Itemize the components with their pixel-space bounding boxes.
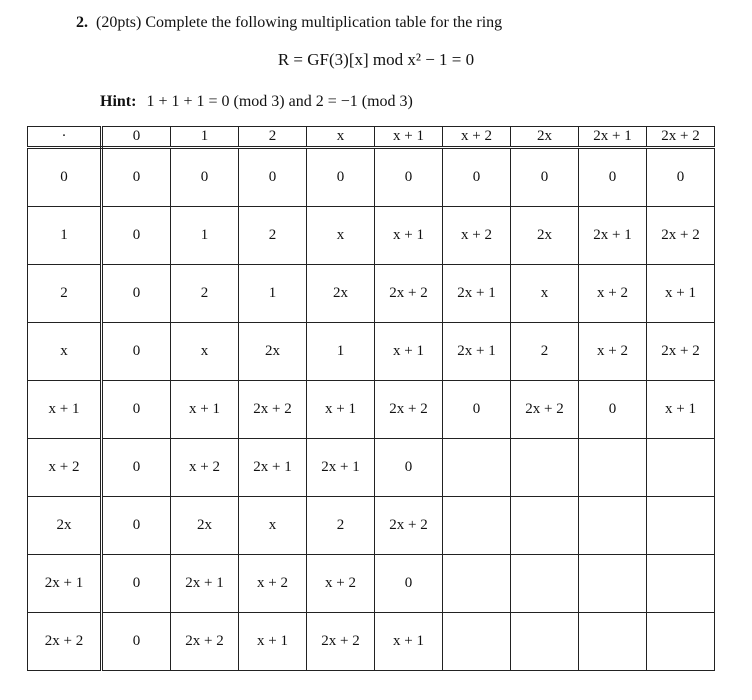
table-row [28,555,715,613]
table-cell-empty [647,439,715,497]
row-header: x + 1 [28,381,102,439]
table-cell-empty [647,555,715,613]
table-row [28,381,715,439]
table-row [28,323,715,381]
table-cell: x + 2 [579,323,647,381]
table-cell: x + 1 [375,207,443,265]
column-header: 2 [239,127,307,148]
hint-text: 1 + 1 + 1 = 0 (mod 3) and 2 = −1 (mod 3) [146,93,413,110]
table-row [28,439,715,497]
table-cell-empty [579,439,647,497]
column-header: 2x [511,127,579,148]
table-cell: x + 2 [239,555,307,613]
table-cell: 1 [307,323,375,381]
table-cell: 0 [171,148,239,207]
problem-text: (20pts) Complete the following multiplication table for the ring [96,14,503,31]
table-cell: x [239,497,307,555]
table-cell: x + 1 [647,265,715,323]
table-cell: 0 [375,148,443,207]
table-header-row [28,127,715,148]
table-cell: 0 [102,265,171,323]
column-header: x + 1 [375,127,443,148]
table-cell: 0 [102,555,171,613]
table-cell-empty [443,613,511,671]
table-cell: x + 1 [171,381,239,439]
table-cell-empty [647,613,715,671]
table-cell: x + 2 [579,265,647,323]
table-cell: 2x + 1 [171,555,239,613]
table-cell: 2x + 2 [171,613,239,671]
table-cell-empty [647,497,715,555]
table-cell: 2x + 2 [647,207,715,265]
table-cell: 2x [511,207,579,265]
table-cell: 0 [443,148,511,207]
table-cell-empty [443,555,511,613]
row-header: 2x + 1 [28,555,102,613]
table-cell: 0 [579,381,647,439]
row-header: 1 [28,207,102,265]
table-row [28,497,715,555]
table-cell: x [511,265,579,323]
problem-statement [76,14,502,32]
table-cell: x + 1 [307,381,375,439]
table-cell: 1 [239,265,307,323]
table-cell: 0 [102,323,171,381]
table-cell: 0 [102,497,171,555]
table-cell: 2x [171,497,239,555]
table-cell-empty [443,497,511,555]
table-cell: 2x + 2 [647,323,715,381]
table-row [28,207,715,265]
row-header: x [28,323,102,381]
table-cell-empty [443,439,511,497]
column-header: 2x + 2 [647,127,715,148]
table-cell: 0 [102,613,171,671]
row-header: 0 [28,148,102,207]
table-cell-empty [511,497,579,555]
table-cell-empty [579,497,647,555]
table-cell: 2x + 2 [307,613,375,671]
table-cell: x + 1 [375,613,443,671]
column-header: 2x + 1 [579,127,647,148]
table-cell: x + 2 [443,207,511,265]
table-cell-empty [511,555,579,613]
table-cell: 2 [307,497,375,555]
table-cell: 0 [102,148,171,207]
ring-definition: R = GF(3)[x] mod x² − 1 = 0 [277,50,475,69]
column-header: 0 [102,127,171,148]
table-cell-empty [511,613,579,671]
table-cell-empty [579,613,647,671]
problem-number: 2. [76,14,88,31]
table-cell: 2 [511,323,579,381]
table-cell: 2 [171,265,239,323]
table-cell: 1 [171,207,239,265]
row-header: 2 [28,265,102,323]
column-header: 1 [171,127,239,148]
table-cell: x + 1 [647,381,715,439]
table-cell: 2x + 1 [579,207,647,265]
table-cell: 0 [307,148,375,207]
table-cell: 2x + 1 [239,439,307,497]
table-cell: 2x + 2 [511,381,579,439]
table-cell: 2 [239,207,307,265]
table-cell: 2x + 1 [307,439,375,497]
table-cell: x + 1 [375,323,443,381]
table-cell: 2x [239,323,307,381]
table-cell: 0 [511,148,579,207]
row-header: 2x + 2 [28,613,102,671]
table-corner-operator: · [28,127,102,148]
row-header: 2x [28,497,102,555]
column-header: x [307,127,375,148]
row-header: x + 2 [28,439,102,497]
table-cell: x + 2 [171,439,239,497]
table-cell: 0 [239,148,307,207]
table-cell-empty [511,439,579,497]
table-cell: 2x + 2 [375,265,443,323]
table-cell: 2x + 2 [375,497,443,555]
table-cell: 0 [579,148,647,207]
table-cell: 0 [102,381,171,439]
table-cell: 0 [375,439,443,497]
table-cell-empty [579,555,647,613]
table-cell: x + 1 [239,613,307,671]
table-row [28,265,715,323]
table-cell: 2x + 2 [239,381,307,439]
table-cell: 2x + 2 [375,381,443,439]
table-cell: x + 2 [307,555,375,613]
table-cell: 2x + 1 [443,323,511,381]
table-cell: 0 [443,381,511,439]
table-cell: 0 [647,148,715,207]
table-cell: 0 [375,555,443,613]
table-cell: 2x [307,265,375,323]
table-row [28,613,715,671]
table-cell: x [307,207,375,265]
hint-label: Hint: [100,93,137,110]
table-cell: 0 [102,207,171,265]
table-cell: 0 [102,439,171,497]
multiplication-table [27,126,715,671]
table-cell: 2x + 1 [443,265,511,323]
table-cell: x [171,323,239,381]
table-row [28,148,715,207]
hint [100,93,413,111]
column-header: x + 2 [443,127,511,148]
